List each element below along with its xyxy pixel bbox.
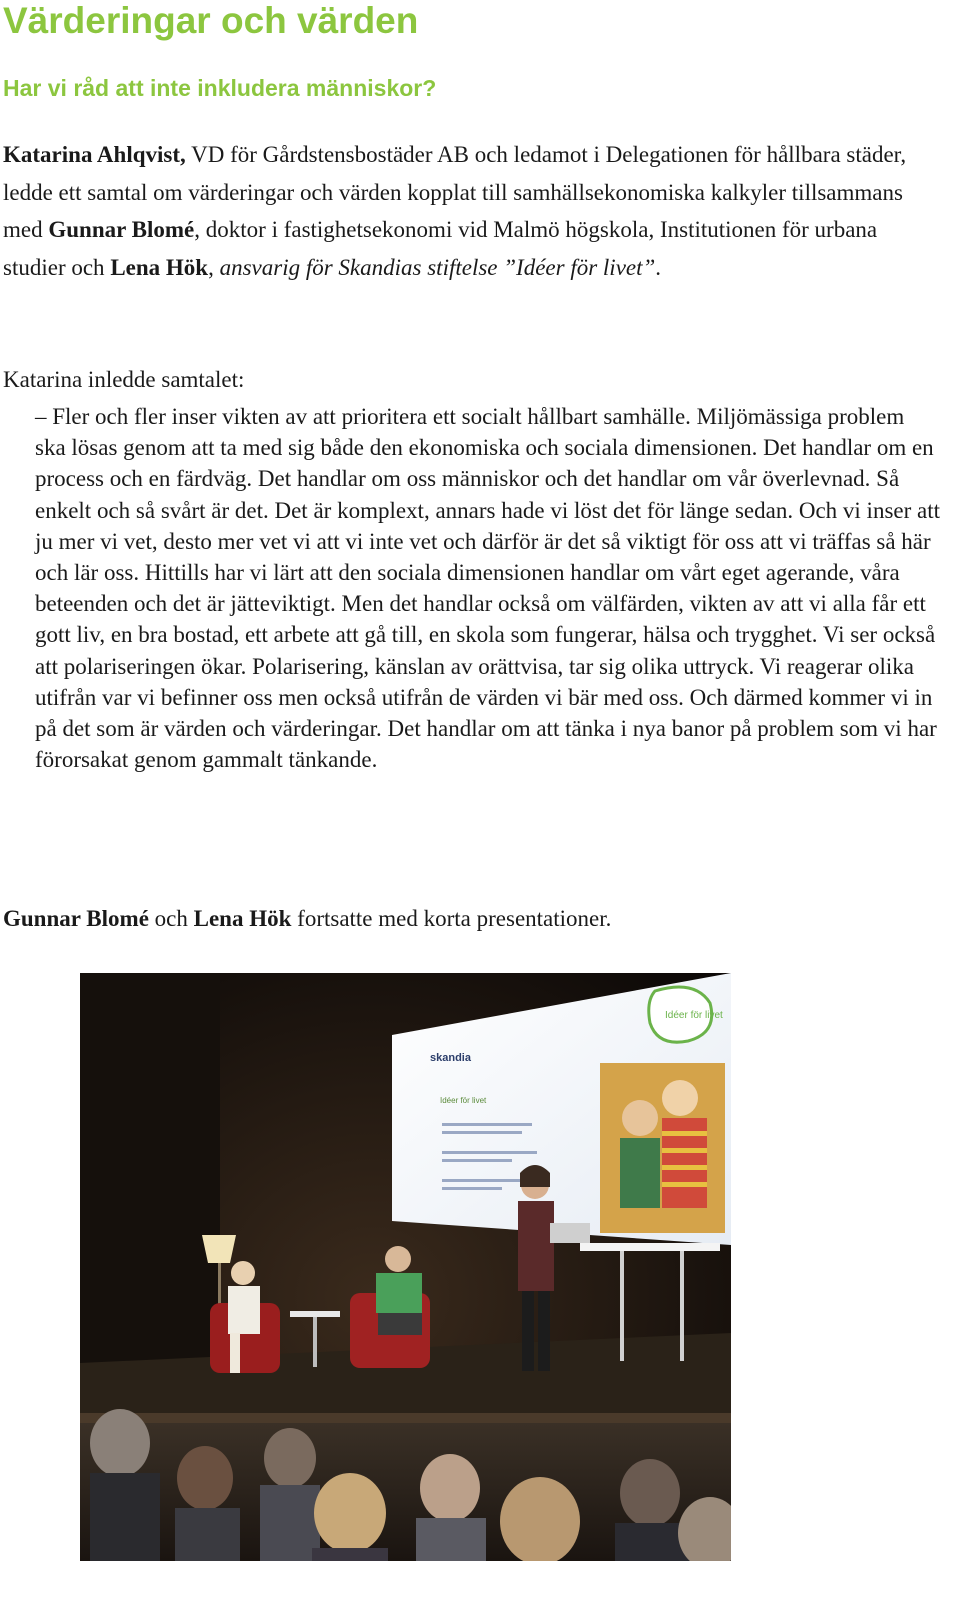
name-katarina: Katarina Ahlqvist, — [3, 142, 186, 167]
curtain-left — [80, 973, 220, 1373]
closing-name-lena: Lena Hök — [193, 906, 292, 931]
speaker-top — [518, 1201, 554, 1291]
name-gunnar: Gunnar Blomé — [48, 217, 195, 242]
closing-text-2: fortsatte med korta presentationer. — [291, 906, 612, 931]
side-table — [290, 1311, 340, 1317]
quote-paragraph: – Fler och fler inser vikten av att prioritera ett socialt hållbart samhälle. Miljömässiga problem ska lösas genom att ta med sig både den ekonomiska och sociala dimensionen. Det handlar om en process och en färdväg. Det handlar om oss människor och det handlar om vår överlevnad. Så enkelt och så svårt är det. Det är komplext, annars hade vi löst det för länge sedan. Och vi inser att ju mer vi vet, desto mer vet vi att vi inte vet och därför är det så viktigt för oss att vi träffas så här och lär oss. Hittills har vi lärt att den sociala dimensionen handlar om vårt eget agerande, våra beteenden och det är jätteviktigt. Men det handlar också om välfärden, vikten av att vi alla får ett gott liv, en bra bostad, ett arbete att gå till, en skola som fungerar, hälsa och trygghet. Vi ser också att polariseringen ökar. Polarisering, känslan av orättvisa, tar sig olika uttryck. Vi reagerar olika utifrån var vi befinner oss men också utifrån de värden vi bär med oss. Och därmed kommer vi in på det som är värden och värderingar. Det handlar om att tänka i nya banor på problem som vi har förorsakat genom gammalt tänkande. — [35, 404, 941, 773]
seated-man-head — [385, 1246, 411, 1272]
speaker-leg-right — [538, 1291, 550, 1371]
speaker-laptop — [550, 1223, 590, 1243]
screen-kid-shirt-1 — [620, 1138, 660, 1208]
page-subtitle: Har vi råd att inte inkludera människor? — [3, 75, 437, 101]
screen-kid-face-2 — [662, 1080, 698, 1116]
conference-photo — [80, 973, 731, 1561]
seated-woman-body — [228, 1286, 260, 1334]
closing-name-gunnar: Gunnar Blomé — [3, 906, 149, 931]
closing-paragraph — [3, 900, 611, 938]
page-title: Värderingar och värden — [3, 0, 419, 41]
stage-table-leg-1 — [620, 1251, 624, 1361]
seated-man-legs — [378, 1313, 422, 1335]
speaker-leg-left — [522, 1291, 534, 1371]
screen-heading-text: Idéer för livet — [440, 1096, 487, 1105]
intro-text-4: . — [655, 254, 662, 280]
intro-text-1: VD för Gårdstensbostäder AB och ledamot i Delegationen för hållbara städer, ledde ett samtal om värderingar och värden kopplat till samhällsekonomiska kalkyler tillsammans med — [3, 142, 907, 242]
conference-photo-illustration — [80, 973, 731, 1561]
name-lena: Lena Hök — [110, 254, 209, 280]
seated-man-sweater — [376, 1273, 422, 1313]
seated-woman-legs — [230, 1333, 240, 1373]
lead-in-text: Katarina inledde samtalet: — [3, 367, 245, 392]
intro-paragraph — [3, 136, 933, 286]
screen-logo-text: Idéer för livet — [665, 1010, 723, 1021]
stage-table-leg-2 — [680, 1251, 684, 1361]
closing-text-1: och — [148, 906, 194, 931]
screen-brand-text: skandia — [430, 1052, 471, 1064]
seated-woman-head — [231, 1261, 255, 1285]
stage-table — [580, 1243, 720, 1251]
intro-italic: ansvarig för Skandias stiftelse ”Idéer för livet” — [219, 254, 656, 280]
intro-text-3: , — [208, 254, 220, 280]
screen-kid-face-1 — [622, 1100, 658, 1136]
intro-text-2: , doktor i fastighetsekonomi vid Malmö högskola, Institutionen för urbana studier och — [3, 217, 878, 280]
side-table-leg — [313, 1317, 317, 1367]
